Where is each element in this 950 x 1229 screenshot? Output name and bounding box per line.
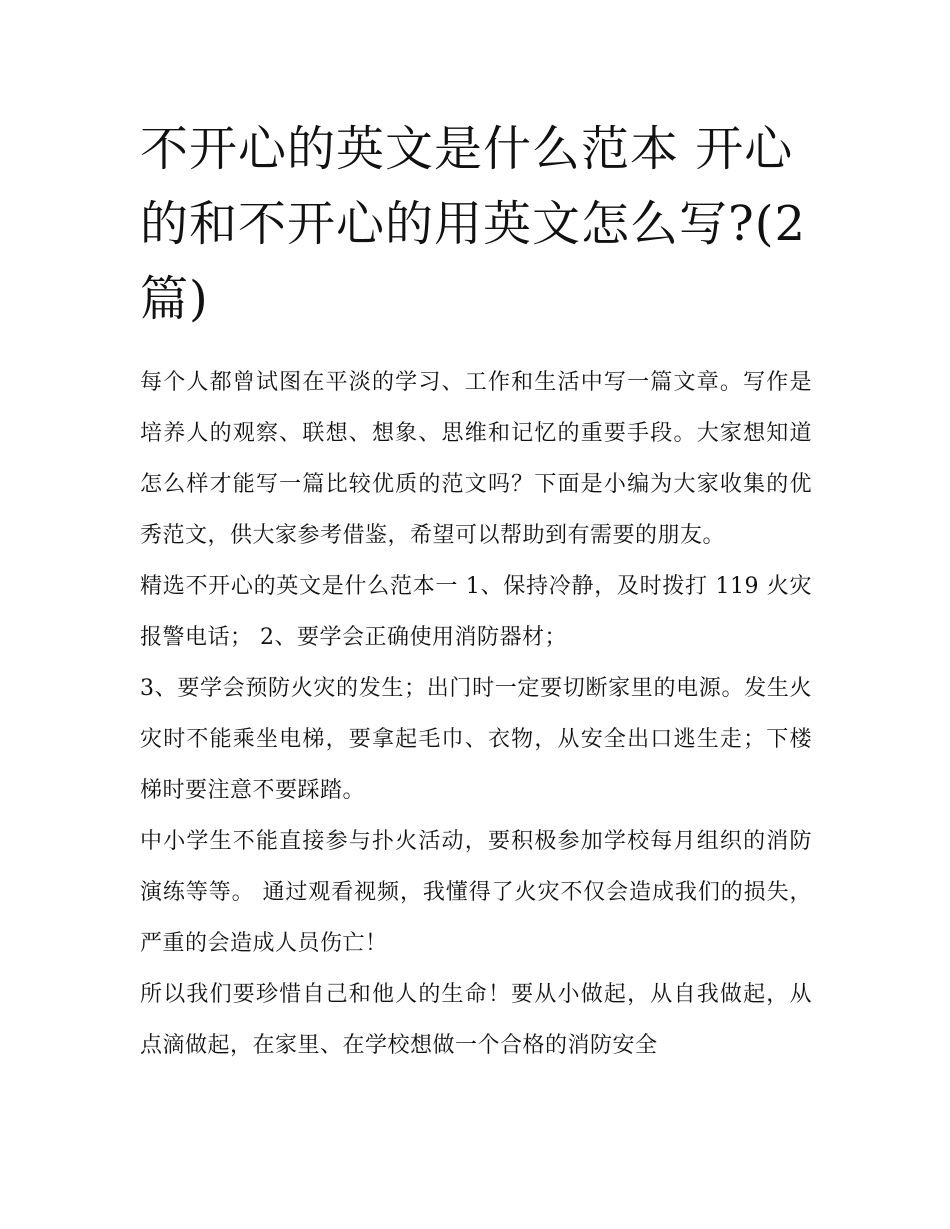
document-page bbox=[140, 112, 812, 1071]
paragraph-cherish-life: 所以我们要珍惜自己和他人的生命！要从小做起，从自我做起，从点滴做起，在家里、在学校想做一个合格的消防安全 bbox=[140, 982, 812, 1058]
paragraph-prevention: 3、要学会预防火灾的发生；出门时一定要切断家里的电源。发生火灾时不能乘坐电梯，要拿起毛巾、衣物，从安全出口逃生走；下楼梯时要注意不要踩踏。 bbox=[140, 676, 812, 803]
paragraph-drills: 中小学生不能直接参与扑火活动，要积极参加学校每月组织的消防演练等等。 通过观看视频，我懂得了火灾不仅会造成我们的损失，严重的会造成人员伤亡！ bbox=[140, 829, 812, 956]
paragraph-intro: 每个人都曾试图在平淡的学习、工作和生活中写一篇文章。写作是培养人的观察、联想、想象、思维和记忆的重要手段。大家想知道怎么样才能写一篇比较优质的范文吗？下面是小编为大家收集的优秀范文，供大家参考借鉴，希望可以帮助到有需要的朋友。 bbox=[140, 370, 812, 548]
document-title: 不开心的英文是什么范本 开心的和不开心的用英文怎么写?(2篇) bbox=[140, 121, 807, 327]
document-body bbox=[140, 357, 812, 1071]
paragraph-selection-one: 精选不开心的英文是什么范本一 1、保持冷静，及时拨打 119 火灾报警电话； 2、要学会正确使用消防器材； bbox=[140, 574, 812, 650]
